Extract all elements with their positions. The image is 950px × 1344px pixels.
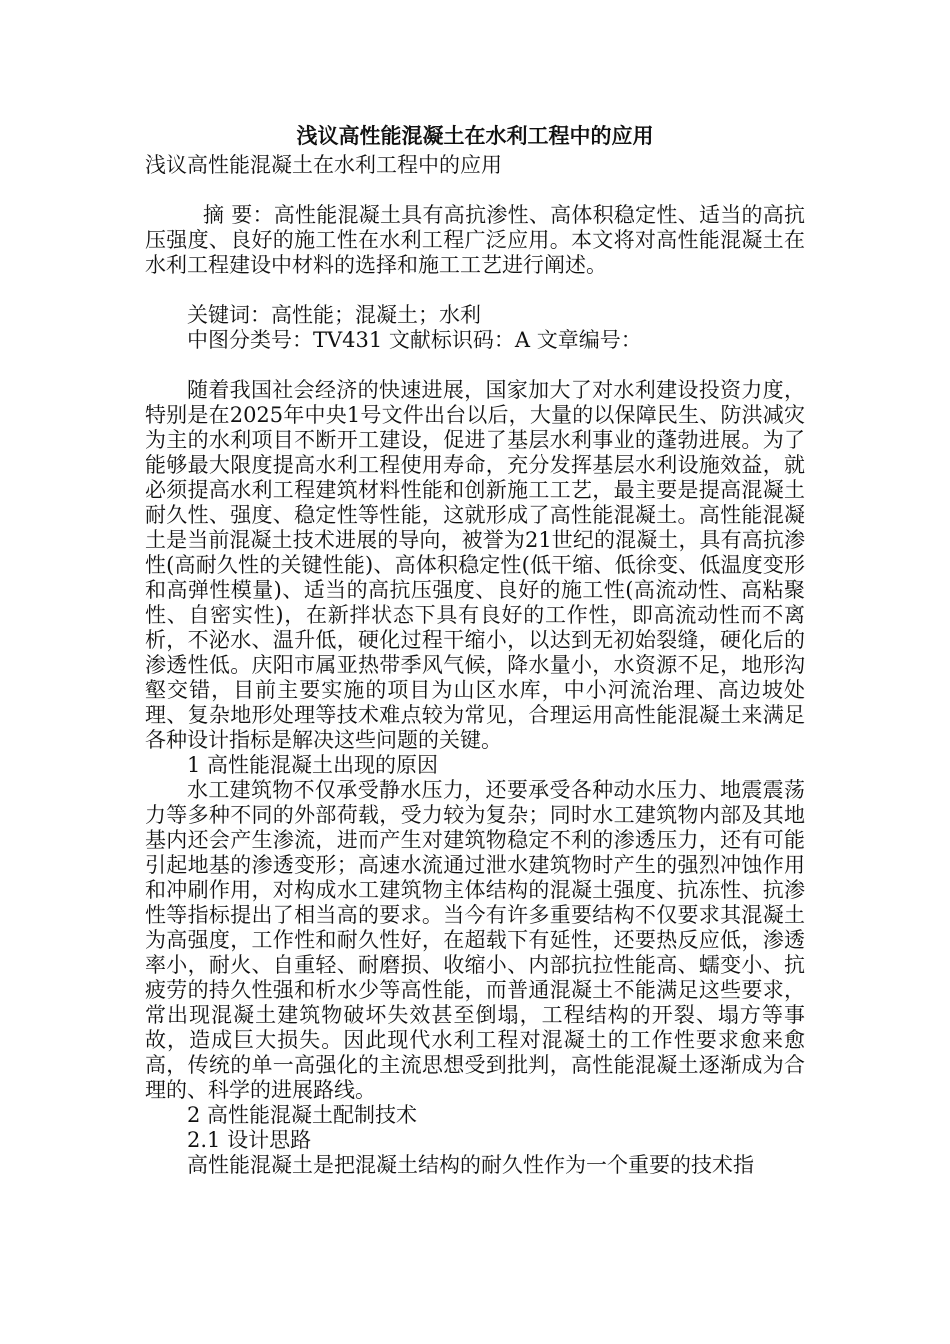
abstract-paragraph: 摘 要：高性能混凝土具有高抗渗性、高体积稳定性、适当的高抗压强度、良好的施工性在水利工程广泛应用。本文将对高性能混凝土在水利工程建设中材料的选择和施工工艺进行阐述。 <box>145 203 805 277</box>
section2-1-heading: 2.1 设计思路 <box>187 1128 312 1152</box>
section2-heading: 2 高性能混凝土配制技术 <box>187 1103 418 1127</box>
document-title: 浅议高性能混凝土在水利工程中的应用 <box>296 124 654 148</box>
section2-1-paragraph: 高性能混凝土是把混凝土结构的耐久性作为一个重要的技术指 <box>187 1153 754 1177</box>
section1-heading: 1 高性能混凝土出现的原因 <box>187 753 439 777</box>
spacer <box>145 353 805 378</box>
intro-paragraph: 随着我国社会经济的快速进展，国家加大了对水利建设投资力度，特别是在2025年中央1号文件出台以后，大量的以保障民生、防洪减灾为主的水利项目不断开工建设，促进了基层水利事业的蓬勃进展。为了能够最大限度提高水利工程使用寿命，充分发挥基层水利设施效益，就必须提高水利工程建筑材料性能和创新施工工艺，最主要是提高混凝土耐久性、强度、稳定性等性能，这就形成了高性能混凝土。高性能混凝土是当前混凝土技术进展的导向，被誉为21世纪的混凝土，具有高抗渗性(高耐久性的关键性能)、高体积稳定性(低干缩、低徐变、低温度变形和高弹性模量)、适当的高抗压强度、良好的施工性(高流动性、高粘聚性、自密实性)，在新拌状态下具有良好的工作性，即高流动性而不离析，不泌水、温升低，硬化过程干缩小，以达到无初始裂缝，硬化后的渗透性低。庆阳市属亚热带季风气候，降水量小，水资源不足，地形沟壑交错，目前主要实施的项目为山区水库，中小河流治理、高边坡处理、复杂地形处理等技术难点较为常见，合理运用高性能混凝土来满足各种设计指标是解决这些问题的关键。 <box>145 378 805 752</box>
document-subtitle: 浅议高性能混凝土在水利工程中的应用 <box>145 153 502 177</box>
spacer <box>145 178 805 203</box>
document-page <box>145 119 805 1178</box>
keywords-line: 关键词：高性能；混凝土；水利 <box>187 303 481 327</box>
spacer <box>145 278 805 303</box>
classification-line: 中图分类号：TV431 文献标识码：A 文章编号： <box>187 328 642 352</box>
section1-paragraph: 水工建筑物不仅承受静水压力，还要承受各种动水压力、地震震荡力等多种不同的外部荷载，受力较为复杂；同时水工建筑物内部及其地基内还会产生渗流，进而产生对建筑物稳定不利的渗透压力，还有可能引起地基的渗透变形；高速水流通过泄水建筑物时产生的强烈冲蚀作用和冲刷作用，对构成水工建筑物主体结构的混凝土强度、抗冻性、抗渗性等指标提出了相当高的要求。当今有许多重要结构不仅要求其混凝土为高强度，工作性和耐久性好，在超载下有延性，还要热反应低，渗透率小，耐火、自重轻、耐磨损、收缩小、内部抗拉性能高、蠕变小、抗疲劳的持久性强和析水少等高性能，而普通混凝土不能满足这些要求，常出现混凝土建筑物破坏失效甚至倒塌，工程结构的开裂、塌方等事故，造成巨大损失。因此现代水利工程对混凝土的工作性要求愈来愈高，传统的单一高强化的主流思想受到批判，高性能混凝土逐渐成为合理的、科学的进展路线。 <box>145 778 805 1102</box>
